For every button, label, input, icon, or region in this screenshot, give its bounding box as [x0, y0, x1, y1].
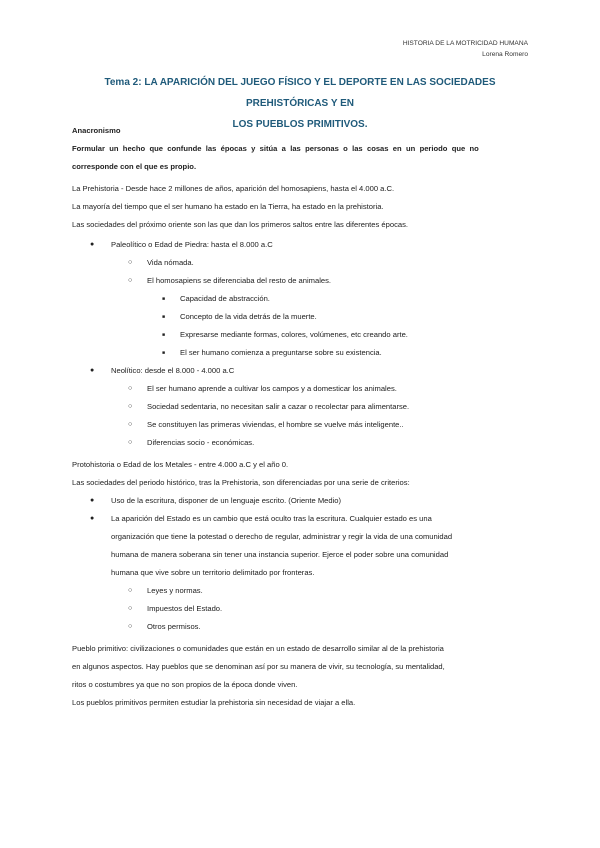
circle-marker: ○ [128, 259, 133, 266]
document-body [72, 122, 528, 712]
header-course: HISTORIA DE LA MOTRICIDAD HUMANA [402, 40, 528, 47]
square-marker: ■ [162, 314, 166, 320]
paleolitico-detail-text: Concepto de la vida detrás de la muerte. [180, 312, 317, 321]
paleolitico-sub-item [72, 272, 528, 290]
historico-intro: Las sociedades del periodo histórico, tras la Prehistoria, son diferenciadas por una serie de criterios: [72, 478, 410, 487]
estado-line-2: organización que tiene la potestad o derecho de regular, administrar y regir la vida de una comunidad [111, 532, 453, 541]
anacronismo-definition-2: corresponde con el que es propio. [72, 162, 197, 171]
pueblo-primitivo-line-3: ritos o costumbres ya que no son propios de la época donde viven. [72, 680, 298, 689]
circle-marker: ○ [128, 385, 133, 392]
neolitico-sub-text: Se constituyen las primeras viviendas, el hombre se vuelve más inteligente.. [147, 420, 404, 429]
paleolitico-detail-item [72, 290, 528, 308]
title-line-1: Tema 2: LA APARICIÓN DEL JUEGO FÍSICO Y EL DEPORTE EN LAS SOCIEDADES PREHISTÓRICAS Y EN [104, 77, 496, 109]
paleolitico-detail-text: Capacidad de abstracción. [180, 294, 270, 303]
neolitico-label: Neolítico: desde el 8.000 - 4.000 a.C [111, 366, 235, 375]
square-marker: ■ [162, 296, 166, 302]
historico-item-1: Uso de la escritura, disponer de un lenguaje escrito. (Oriente Medio) [111, 496, 342, 505]
prehistoria-paragraph-2: La mayoría del tiempo que el ser humano ha estado en la Tierra, ha estado en la prehistoria. [72, 202, 384, 211]
paleolitico-item [72, 236, 528, 254]
circle-marker: ○ [128, 605, 133, 612]
protohistoria-paragraph: Protohistoria o Edad de los Metales - entre 4.000 a.C y el año 0. [72, 460, 289, 469]
neolitico-sub-text: Sociedad sedentaria, no necesitan salir a cazar o recolectar para alimentarse. [147, 402, 410, 411]
estado-sub-text: Otros permisos. [147, 622, 201, 631]
neolitico-sub-item [72, 380, 528, 398]
page-header [403, 38, 528, 60]
paleolitico-label: Paleolítico o Edad de Piedra: hasta el 8.000 a.C [111, 240, 273, 249]
anacronismo-definition-1: Formular un hecho que confunde las épocas y sitúa a las personas o las cosas en un periodo que no [72, 144, 479, 153]
paleolitico-sub-item [72, 254, 528, 272]
paleolitico-detail-item [72, 308, 528, 326]
estado-line-4: humana que vive sobre un territorio delimitado por fronteras. [111, 568, 315, 577]
paleolitico-sub-2: El homosapiens se diferenciaba del resto de animales. [147, 276, 332, 285]
neolitico-sub-text: El ser humano aprende a cultivar los campos y a domesticar los animales. [147, 384, 397, 393]
pueblo-primitivo-line-1: Pueblo primitivo: civilizaciones o comunidades que están en un estado de desarrollo similar al de la prehistoria [72, 644, 444, 653]
circle-marker: ○ [128, 403, 133, 410]
paleolitico-detail-text: Expresarse mediante formas, colores, volúmenes, etc creando arte. [180, 330, 408, 339]
bullet-marker: ● [90, 515, 95, 522]
circle-marker: ○ [128, 439, 133, 446]
title-line-2: LOS PUEBLOS PRIMITIVOS. [232, 119, 368, 130]
neolitico-sub-item [72, 398, 528, 416]
neolitico-sub-text: Diferencias socio - económicas. [147, 438, 255, 447]
neolitico-item [72, 362, 528, 380]
prehistoria-paragraph-3: Las sociedades del próximo oriente son las que dan los primeros saltos entre las diferentes épocas. [72, 220, 409, 229]
square-marker: ■ [162, 332, 166, 338]
neolitico-sub-item [72, 416, 528, 434]
estado-sub-item [72, 582, 528, 600]
circle-marker: ○ [128, 277, 133, 284]
neolitico-sub-item [72, 434, 528, 452]
historico-item [72, 510, 528, 528]
paleolitico-detail-text: El ser humano comienza a preguntarse sobre su existencia. [180, 348, 382, 357]
historico-item [72, 492, 528, 510]
bullet-marker: ● [90, 241, 95, 248]
square-marker: ■ [162, 350, 166, 356]
header-author: Lorena Romero [482, 51, 528, 58]
estado-sub-item [72, 600, 528, 618]
circle-marker: ○ [128, 421, 133, 428]
estado-sub-text: Leyes y normas. [147, 586, 203, 595]
bullet-marker: ● [90, 497, 95, 504]
pueblo-primitivo-closing: Los pueblos primitivos permiten estudiar la prehistoria sin necesidad de viajar a ella. [72, 698, 356, 707]
paleolitico-detail-item [72, 326, 528, 344]
estado-line-3: humana de manera soberana sin tener una instancia superior. Ejerce el poder sobre una comunidad [111, 550, 449, 559]
estado-sub-text: Impuestos del Estado. [147, 604, 223, 613]
paleolitico-detail-item [72, 344, 528, 362]
estado-sub-item [72, 618, 528, 636]
circle-marker: ○ [128, 587, 133, 594]
bullet-marker: ● [90, 367, 95, 374]
prehistoria-paragraph-1: La Prehistoria - Desde hace 2 millones de años, aparición del homosapiens, hasta el 4.000 a.C. [72, 184, 395, 193]
circle-marker: ○ [128, 623, 133, 630]
anacronismo-heading: Anacronismo [72, 126, 121, 135]
pueblo-primitivo-line-2: en algunos aspectos. Hay pueblos que se denominan así por su manera de vivir, su tecnología, su mentalidad, [72, 662, 445, 671]
estado-line-1: La aparición del Estado es un cambio que está oculto tras la escritura. Cualquier estado es una [111, 514, 432, 523]
paleolitico-sub-1: Vida nómada. [147, 258, 194, 267]
